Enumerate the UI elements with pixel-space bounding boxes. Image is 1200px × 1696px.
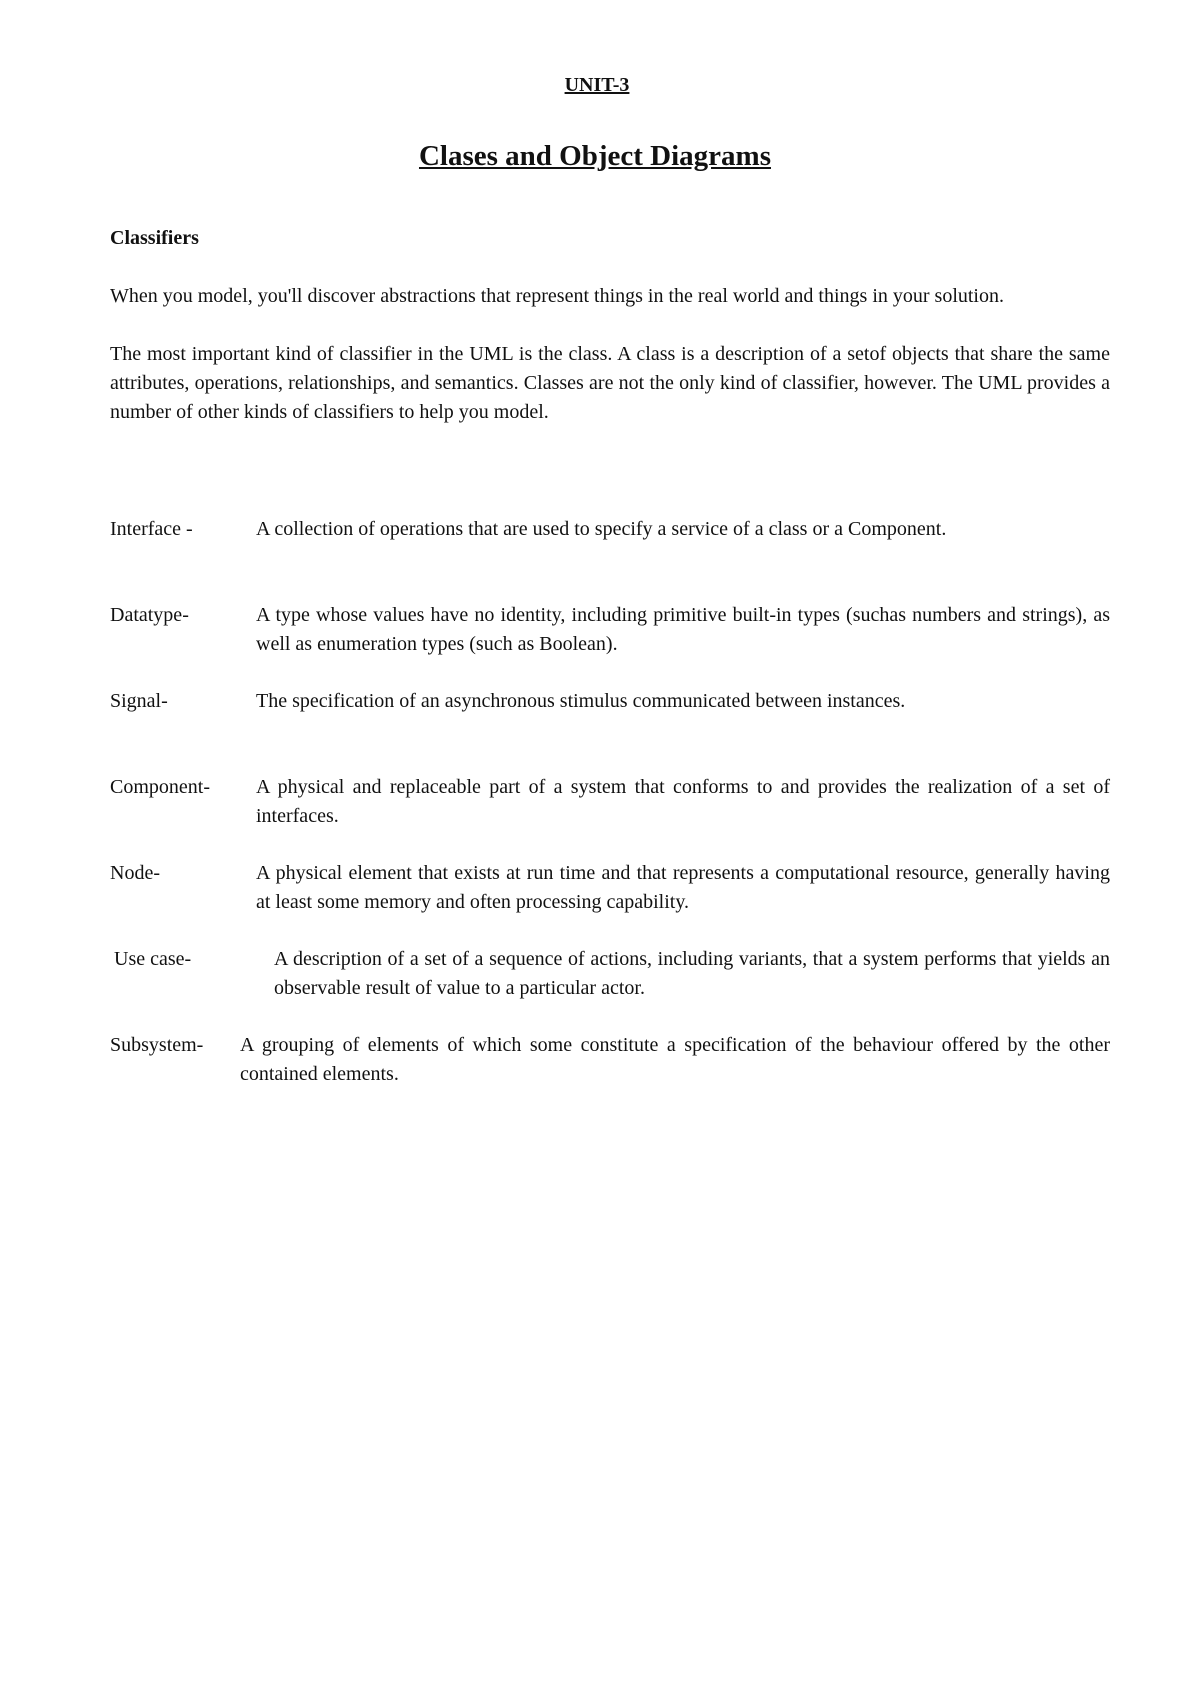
- definition-item-datatype: [110, 601, 1110, 659]
- definition-description: A type whose values have no identity, including primitive built-in types (suchas numbers and strings), as well as enumeration types (such as Boolean).: [256, 604, 1110, 655]
- definition-item-node: [110, 859, 1110, 917]
- definition-term: Subsystem-: [110, 1034, 204, 1056]
- page-title: [0, 140, 1200, 173]
- definition-term: Datatype-: [110, 604, 189, 626]
- page-title-text: Clases and Object Diagrams: [418, 140, 771, 172]
- section-heading-classifiers: Classifiers: [110, 227, 199, 249]
- definition-description: The specification of an asynchronous stimulus communicated between instances.: [256, 690, 906, 712]
- definition-item-use-case: [110, 945, 1110, 1003]
- definition-item-signal: [110, 687, 1110, 745]
- definition-item-subsystem: [110, 1031, 1110, 1089]
- definition-description: A grouping of elements of which some constitute a specification of the behaviour offered by the other contained elements.: [240, 1034, 1110, 1085]
- definition-term: Component-: [110, 776, 210, 798]
- definition-term: Interface -: [110, 518, 193, 540]
- definition-description: A physical element that exists at run time and that represents a computational resource, generally having at least some memory and often processing capability.: [256, 862, 1110, 913]
- definition-item-interface: [110, 515, 1110, 573]
- definition-term: Signal-: [110, 690, 168, 712]
- unit-label-text: UNIT-3: [564, 74, 630, 96]
- intro-paragraph-1: When you model, you'll discover abstractions that represent things in the real world and things in your solution.: [110, 285, 1004, 307]
- classifier-definitions-list: [110, 515, 1110, 1117]
- definition-description: A physical and replaceable part of a system that conforms to and provides the realization of a set of interfaces.: [256, 776, 1110, 827]
- definition-description: A description of a set of a sequence of actions, including variants, that a system performs that yields an observable result of value to a particular actor.: [274, 948, 1110, 999]
- intro-paragraph-2: The most important kind of classifier in the UML is the class. A class is a description of a setof objects that share the same attributes, operations, relationships, and semantics. Classes are not the only kind of classifier, however. The UML provides a number of other kinds of classifiers to help you model.: [110, 343, 1110, 423]
- definition-item-component: [110, 773, 1110, 831]
- definition-term: Node-: [110, 862, 160, 884]
- definition-description: A collection of operations that are used to specify a service of a class or a Component.: [256, 518, 947, 540]
- definition-term: Use case-: [114, 948, 192, 970]
- unit-label: [0, 74, 1200, 97]
